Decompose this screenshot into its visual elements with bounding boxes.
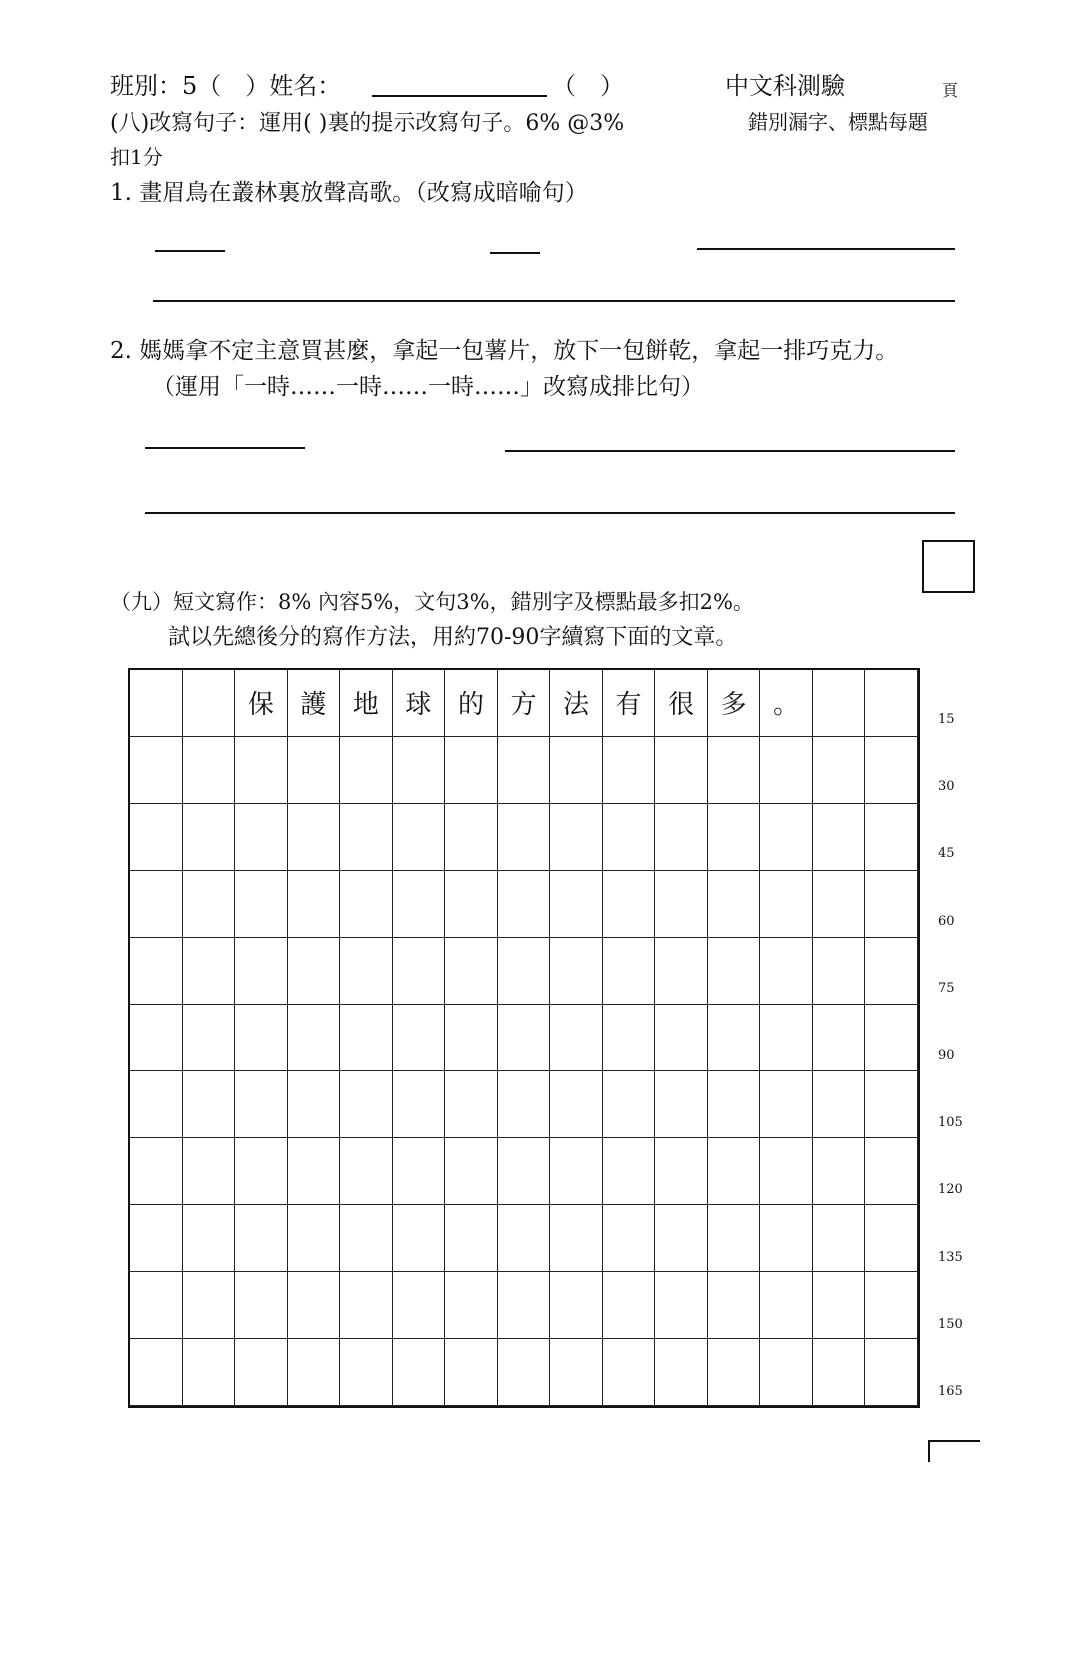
grid-cell[interactable] xyxy=(183,1138,236,1205)
answer-line[interactable] xyxy=(155,250,225,252)
grid-cell[interactable] xyxy=(183,1071,236,1138)
grid-cell[interactable] xyxy=(130,938,183,1005)
grid-cell[interactable] xyxy=(130,1205,183,1272)
grid-cell[interactable] xyxy=(603,1138,656,1205)
grid-cell[interactable] xyxy=(603,1071,656,1138)
grid-cell[interactable] xyxy=(550,804,603,871)
grid-cell[interactable] xyxy=(288,804,341,871)
grid-cell[interactable]: 的 xyxy=(445,670,498,737)
name-field[interactable] xyxy=(372,95,547,97)
grid-cell[interactable] xyxy=(393,1005,446,1072)
grid-cell[interactable] xyxy=(130,1272,183,1339)
grid-cell[interactable] xyxy=(603,1339,656,1406)
grid-cell[interactable] xyxy=(445,1138,498,1205)
grid-cell[interactable] xyxy=(865,1339,918,1406)
char-count-label: 30 xyxy=(938,779,955,795)
page-mark: 頁 xyxy=(942,81,959,100)
char-count-label: 105 xyxy=(938,1115,963,1131)
grid-cell[interactable] xyxy=(288,1205,341,1272)
grid-cell[interactable] xyxy=(655,1272,708,1339)
grid-cell[interactable] xyxy=(130,670,183,737)
grid-cell[interactable] xyxy=(813,804,866,871)
grid-cell[interactable] xyxy=(183,804,236,871)
grid-cell[interactable] xyxy=(130,871,183,938)
grid-cell[interactable] xyxy=(813,1138,866,1205)
grid-cell[interactable] xyxy=(655,804,708,871)
question-2-hint: （運用「一時……一時……一時……」改寫成排比句） xyxy=(152,374,704,400)
grid-cell[interactable] xyxy=(813,1205,866,1272)
grid-cell[interactable] xyxy=(445,804,498,871)
grid-cell[interactable] xyxy=(445,1071,498,1138)
grid-cell[interactable] xyxy=(603,871,656,938)
grid-cell[interactable] xyxy=(183,1339,236,1406)
grid-cell[interactable] xyxy=(865,871,918,938)
grid-cell[interactable] xyxy=(708,1138,761,1205)
seat-number: （ ） xyxy=(552,72,624,100)
grid-cell[interactable] xyxy=(603,1205,656,1272)
grid-cell[interactable] xyxy=(550,1005,603,1072)
grid-cell[interactable] xyxy=(603,804,656,871)
grid-cell[interactable] xyxy=(708,1071,761,1138)
grid-cell[interactable] xyxy=(340,871,393,938)
grid-cell[interactable] xyxy=(760,871,813,938)
grid-cell[interactable] xyxy=(235,1071,288,1138)
grid-cell[interactable] xyxy=(340,1339,393,1406)
grid-cell[interactable] xyxy=(445,938,498,1005)
grid-cell[interactable] xyxy=(235,938,288,1005)
char-count-label: 45 xyxy=(938,846,955,862)
grid-cell[interactable] xyxy=(288,871,341,938)
grid-cell[interactable] xyxy=(760,1071,813,1138)
grid-cell[interactable] xyxy=(445,1272,498,1339)
char-count-label: 90 xyxy=(938,1048,955,1063)
answer-line[interactable] xyxy=(153,300,955,302)
grid-cell[interactable] xyxy=(813,871,866,938)
grid-cell[interactable] xyxy=(498,737,551,804)
grid-cell[interactable] xyxy=(760,737,813,804)
grid-cell[interactable] xyxy=(760,1339,813,1406)
grid-cell[interactable] xyxy=(445,871,498,938)
grid-cell[interactable] xyxy=(655,1205,708,1272)
grid-cell[interactable] xyxy=(393,1071,446,1138)
grid-cell[interactable] xyxy=(288,1005,341,1072)
grid-cell[interactable] xyxy=(340,1005,393,1072)
char-count-label: 150 xyxy=(938,1316,963,1332)
grid-cell[interactable] xyxy=(445,1339,498,1406)
grid-cell[interactable] xyxy=(130,1138,183,1205)
grid-cell[interactable] xyxy=(655,871,708,938)
grid-cell[interactable] xyxy=(235,1005,288,1072)
grid-cell[interactable] xyxy=(288,1339,341,1406)
grid-cell[interactable] xyxy=(655,1005,708,1072)
grid-cell[interactable] xyxy=(813,1071,866,1138)
score-box xyxy=(922,540,975,593)
grid-cell[interactable]: 地 xyxy=(340,670,393,737)
grid-cell[interactable] xyxy=(498,1339,551,1406)
grid-cell[interactable] xyxy=(130,1005,183,1072)
answer-line[interactable] xyxy=(490,252,540,254)
grid-cell[interactable] xyxy=(340,1205,393,1272)
grid-cell[interactable] xyxy=(655,938,708,1005)
grid-cell[interactable] xyxy=(130,1339,183,1406)
grid-cell[interactable] xyxy=(550,1339,603,1406)
grid-cell[interactable] xyxy=(183,670,236,737)
section8-note2: 扣1分 xyxy=(110,145,163,169)
grid-cell[interactable] xyxy=(760,1138,813,1205)
grid-cell[interactable] xyxy=(708,1005,761,1072)
grid-cell[interactable] xyxy=(183,1005,236,1072)
char-count-label: 120 xyxy=(938,1182,963,1198)
grid-cell[interactable]: 法 xyxy=(550,670,603,737)
answer-line[interactable] xyxy=(697,248,955,250)
grid-cell[interactable] xyxy=(865,737,918,804)
grid-cell[interactable] xyxy=(865,1138,918,1205)
grid-cell[interactable] xyxy=(550,1272,603,1339)
grid-cell[interactable] xyxy=(235,871,288,938)
grid-cell[interactable] xyxy=(288,737,341,804)
grid-cell[interactable] xyxy=(865,670,918,737)
char-count-label: 135 xyxy=(938,1249,963,1265)
grid-cell[interactable] xyxy=(130,737,183,804)
grid-cell[interactable] xyxy=(183,938,236,1005)
grid-cell[interactable] xyxy=(445,1205,498,1272)
grid-cell[interactable] xyxy=(708,1205,761,1272)
grid-cell[interactable] xyxy=(288,938,341,1005)
grid-cell[interactable] xyxy=(813,1005,866,1072)
char-count-label: 15 xyxy=(938,712,955,727)
grid-cell[interactable] xyxy=(708,737,761,804)
question-1: 1. 畫眉鳥在叢林裏放聲高歌。（改寫成暗喻句） xyxy=(110,180,588,206)
grid-cell[interactable] xyxy=(865,1005,918,1072)
grid-cell[interactable] xyxy=(655,1138,708,1205)
grid-cell[interactable] xyxy=(865,804,918,871)
section8-title: (八)改寫句子：運用( )裏的提示改寫句子。6% @3% xyxy=(110,111,625,136)
grid-cell[interactable] xyxy=(340,737,393,804)
grid-cell[interactable] xyxy=(655,1071,708,1138)
grid-cell[interactable] xyxy=(813,737,866,804)
grid-cell[interactable] xyxy=(760,1005,813,1072)
grid-cell[interactable] xyxy=(865,938,918,1005)
section8-note: 錯別漏字、標點每題 xyxy=(748,110,928,134)
grid-cell[interactable] xyxy=(760,1205,813,1272)
grid-cell[interactable]: 球 xyxy=(393,670,446,737)
grid-cell[interactable]: 很 xyxy=(655,670,708,737)
grid-cell[interactable] xyxy=(550,938,603,1005)
grid-cell[interactable] xyxy=(393,938,446,1005)
grid-cell[interactable] xyxy=(550,871,603,938)
grid-cell[interactable]: 。 xyxy=(760,670,813,737)
grid-cell[interactable]: 多 xyxy=(708,670,761,737)
grid-cell[interactable] xyxy=(865,1272,918,1339)
section9-instruction: 試以先總後分的寫作方法，用約70-90字續寫下面的文章。 xyxy=(168,625,738,650)
grid-cell[interactable] xyxy=(393,737,446,804)
answer-line[interactable] xyxy=(145,447,305,449)
grid-cell[interactable] xyxy=(183,1205,236,1272)
grid-cell[interactable] xyxy=(865,1205,918,1272)
grid-cell[interactable] xyxy=(603,1272,656,1339)
grid-cell[interactable] xyxy=(813,938,866,1005)
grid-cell[interactable] xyxy=(603,737,656,804)
grid-cell[interactable] xyxy=(498,804,551,871)
grid-cell[interactable] xyxy=(235,804,288,871)
grid-cell[interactable] xyxy=(550,1205,603,1272)
grid-cell[interactable] xyxy=(340,1138,393,1205)
grid-cell[interactable] xyxy=(235,1339,288,1406)
grid-cell[interactable] xyxy=(708,804,761,871)
grid-cell[interactable] xyxy=(393,1138,446,1205)
grid-cell[interactable] xyxy=(498,1205,551,1272)
grid-cell[interactable] xyxy=(550,1071,603,1138)
grid-cell[interactable] xyxy=(603,938,656,1005)
grid-cell[interactable]: 有 xyxy=(603,670,656,737)
char-count-label: 60 xyxy=(938,913,955,929)
grid-cell[interactable] xyxy=(708,1339,761,1406)
grid-cell[interactable] xyxy=(498,938,551,1005)
grid-cell[interactable] xyxy=(498,1138,551,1205)
subject-title: 中文科測驗 xyxy=(725,72,845,100)
grid-cell[interactable] xyxy=(498,871,551,938)
grid-cell[interactable] xyxy=(340,804,393,871)
grid-cell[interactable] xyxy=(760,938,813,1005)
char-count-label: 75 xyxy=(938,980,955,996)
grid-cell[interactable] xyxy=(183,1272,236,1339)
grid-cell[interactable] xyxy=(235,1138,288,1205)
grid-cell[interactable] xyxy=(813,1339,866,1406)
grid-cell[interactable] xyxy=(340,1071,393,1138)
score-box-corner xyxy=(928,1440,980,1462)
grid-cell[interactable] xyxy=(498,1005,551,1072)
writing-grid[interactable] xyxy=(128,668,920,1408)
grid-cell[interactable]: 保 xyxy=(235,670,288,737)
class-name-label: 班別：5（ ）姓名： xyxy=(110,72,342,100)
grid-cell[interactable] xyxy=(393,1272,446,1339)
char-count-label: 165 xyxy=(938,1384,963,1399)
grid-cell[interactable] xyxy=(708,871,761,938)
grid-cell[interactable] xyxy=(288,1071,341,1138)
grid-cell[interactable] xyxy=(550,1138,603,1205)
grid-cell[interactable] xyxy=(340,938,393,1005)
grid-cell[interactable] xyxy=(288,1272,341,1339)
grid-cell[interactable] xyxy=(130,1071,183,1138)
grid-cell[interactable] xyxy=(340,1272,393,1339)
grid-cell[interactable] xyxy=(393,1339,446,1406)
grid-cell[interactable] xyxy=(498,1272,551,1339)
grid-cell[interactable] xyxy=(760,1272,813,1339)
grid-cell[interactable] xyxy=(760,804,813,871)
grid-cell[interactable] xyxy=(393,871,446,938)
grid-cell[interactable] xyxy=(183,737,236,804)
grid-cell[interactable] xyxy=(235,737,288,804)
grid-cell[interactable] xyxy=(445,737,498,804)
grid-cell[interactable] xyxy=(550,737,603,804)
grid-cell[interactable] xyxy=(655,737,708,804)
grid-cell[interactable] xyxy=(813,670,866,737)
answer-line[interactable] xyxy=(505,450,955,452)
grid-cell[interactable] xyxy=(393,1205,446,1272)
grid-cell[interactable] xyxy=(865,1071,918,1138)
grid-cell[interactable]: 護 xyxy=(288,670,341,737)
grid-cell[interactable] xyxy=(708,938,761,1005)
grid-cell[interactable] xyxy=(235,1272,288,1339)
grid-cell[interactable] xyxy=(183,871,236,938)
section9-title: （九）短文寫作：8% 內容5%，文句3%，錯別字及標點最多扣2%。 xyxy=(110,590,754,614)
grid-cell[interactable] xyxy=(393,804,446,871)
grid-cell[interactable] xyxy=(603,1005,656,1072)
grid-cell[interactable] xyxy=(445,1005,498,1072)
grid-cell[interactable] xyxy=(235,1205,288,1272)
grid-cell[interactable]: 方 xyxy=(498,670,551,737)
grid-cell[interactable] xyxy=(498,1071,551,1138)
question-2: 2. 媽媽拿不定主意買甚麼，拿起一包薯片，放下一包餅乾，拿起一排巧克力。 xyxy=(110,338,899,364)
grid-cell[interactable] xyxy=(288,1138,341,1205)
grid-cell[interactable] xyxy=(655,1339,708,1406)
grid-cell[interactable] xyxy=(708,1272,761,1339)
grid-cell[interactable] xyxy=(130,804,183,871)
grid-cell[interactable] xyxy=(813,1272,866,1339)
answer-line[interactable] xyxy=(145,512,955,514)
